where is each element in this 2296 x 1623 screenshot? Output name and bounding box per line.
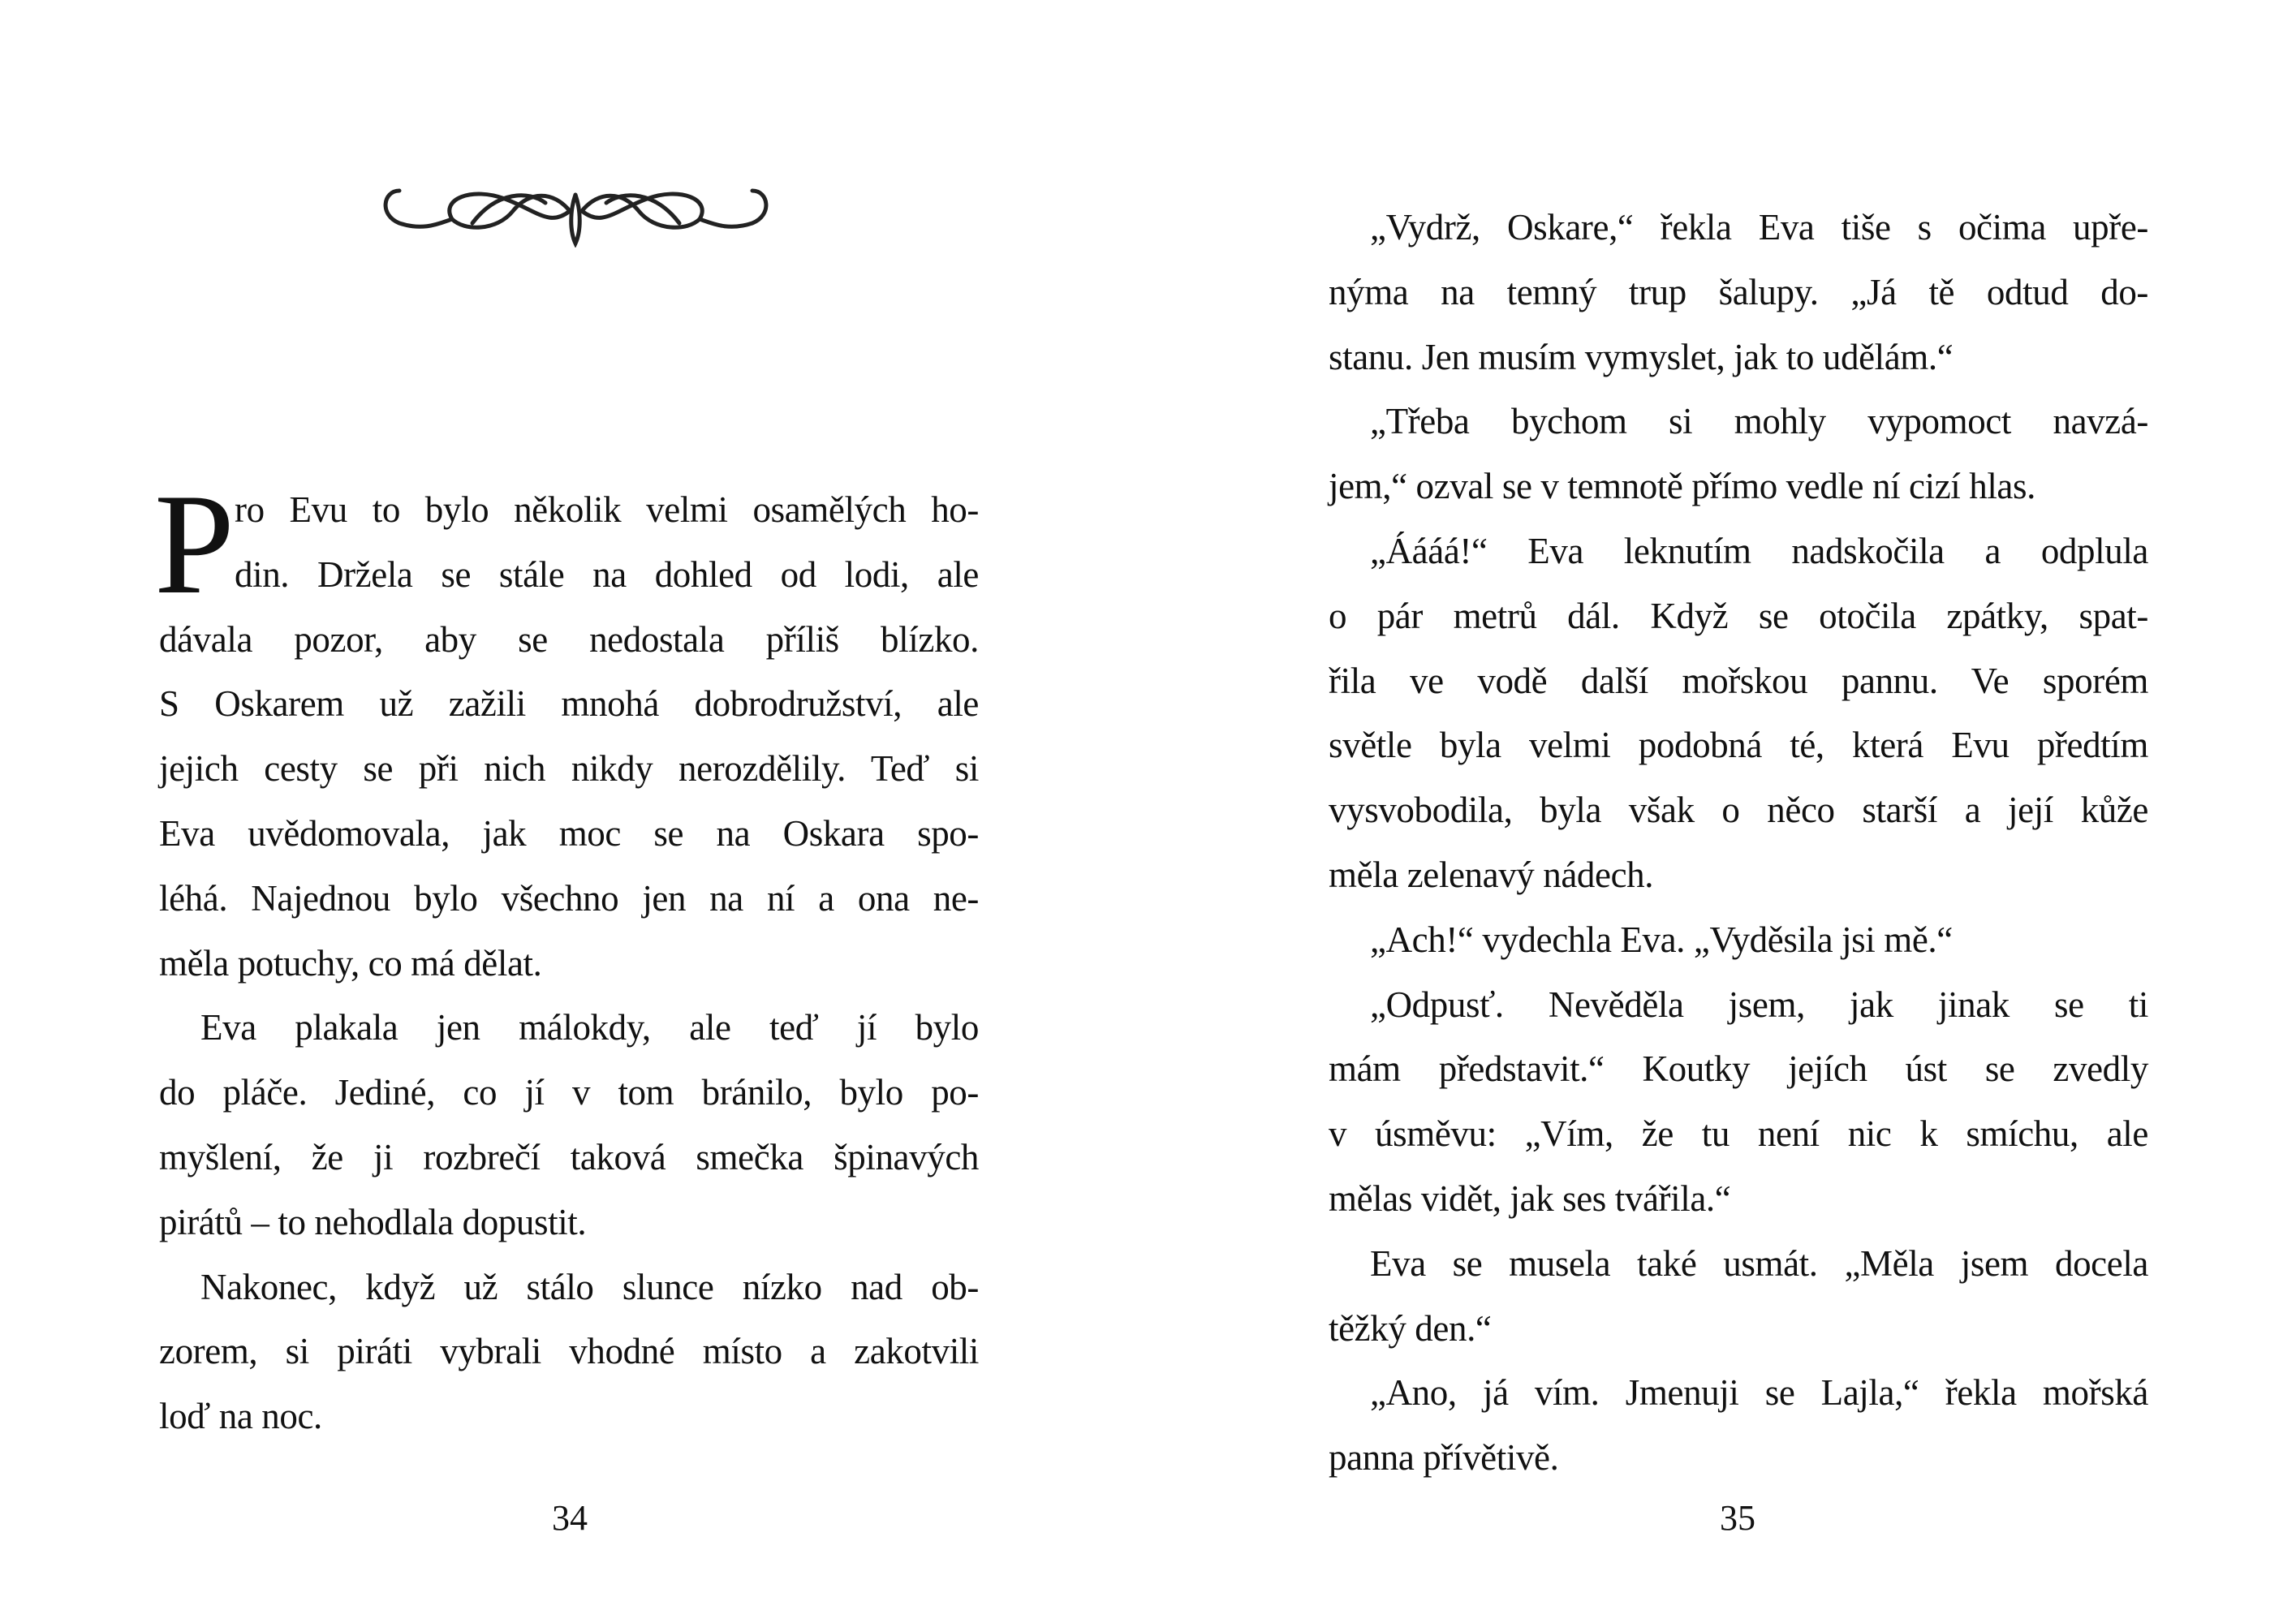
text-line: „Áááá!“ Eva leknutím nadskočila a odplula [1370, 530, 2148, 571]
text-line: S Oskarem už zažili mnohá dobrodružství, ale [159, 683, 979, 725]
right-page-text [1329, 196, 2148, 1491]
text-line: měla zelenavý nádech. [1329, 854, 1654, 895]
text-line: dávala pozor, aby se nedostala příliš blízko. [159, 618, 979, 660]
text-line: zorem, si piráti vybrali vhodné místo a zakotvili [159, 1331, 979, 1372]
text-line: jem,“ ozval se v temnotě přímo vedle ní cizí hlas. [1329, 466, 2035, 507]
text-line: Eva se musela také usmát. „Měla jsem docela [1370, 1242, 2148, 1284]
text-line: Nakonec, když už stálo slunce nízko nad ob- [200, 1266, 979, 1307]
page-number: 34 [552, 1498, 588, 1538]
text-line: léhá. Najednou bylo všechno jen na ní a ona ne- [159, 877, 979, 919]
right-page [1148, 0, 2296, 1623]
text-line: mělas vidět, jak ses tvářila.“ [1329, 1177, 1731, 1219]
text-line: „Odpusť. Nevěděla jsem, jak jinak se ti [1370, 984, 2148, 1025]
text-line: těžký den.“ [1329, 1307, 1492, 1349]
text-line: jejich cesty se při nich nikdy nerozdělily. Teď si [159, 748, 979, 790]
text-line: „Ach!“ vydechla Eva. „Vyděsila jsi mě.“ [1370, 919, 1953, 960]
text-line: do pláče. Jediné, co jí v tom bránilo, bylo po- [159, 1072, 979, 1113]
left-page-text [154, 463, 979, 1449]
text-line: měla potuchy, co má dělat. [159, 942, 542, 984]
text-line: pirátů – to nehodlala dopustit. [159, 1201, 587, 1242]
text-line: myšlení, že ji rozbrečí taková smečka špinavých [159, 1136, 979, 1177]
text-line: din. Držela se stále na dohled od lodi, ale [235, 553, 979, 595]
text-line: Eva uvědomovala, jak moc se na Oskara spo- [159, 812, 979, 854]
text-line: o pár metrů dál. Když se otočila zpátky, spat- [1329, 595, 2148, 636]
drop-cap: P [154, 463, 235, 624]
ornament-flourish-icon [375, 166, 777, 248]
text-line: řila ve vodě další mořskou pannu. Ve sporém [1329, 660, 2148, 701]
text-line: panna přívětivě. [1329, 1437, 1559, 1479]
page-number: 35 [1720, 1498, 1755, 1538]
text-line: světle byla velmi podobná té, která Evu předtím [1329, 725, 2148, 766]
text-line: stanu. Jen musím vymyslet, jak to udělám.“ [1329, 336, 1954, 377]
text-line: ro Evu to bylo několik velmi osamělých ho- [235, 489, 979, 530]
text-line: „Třeba bychom si mohly vypomoct navzá- [1370, 401, 2148, 442]
text-line: vysvobodila, byla však o něco starší a její kůže [1329, 790, 2148, 831]
text-line: loď na noc. [159, 1396, 322, 1437]
text-line: v úsměvu: „Vím, že tu není nic k smíchu, ale [1329, 1113, 2148, 1155]
text-line: Eva plakala jen málokdy, ale teď jí bylo [200, 1007, 979, 1048]
text-line: nýma na temný trup šalupy. „Já tě odtud do- [1329, 271, 2148, 312]
text-line: „Vydrž, Oskare,“ řekla Eva tiše s očima upře- [1370, 207, 2148, 248]
text-line: „Ano, já vím. Jmenuji se Lajla,“ řekla mořská [1370, 1372, 2148, 1414]
text-line: mám představit.“ Koutky jejích úst se zvedly [1329, 1048, 2148, 1090]
